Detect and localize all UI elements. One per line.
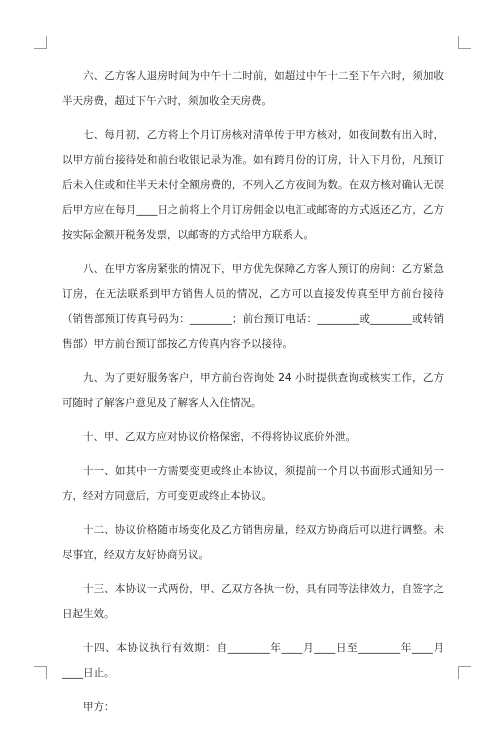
crop-mark-top-left bbox=[34, 36, 47, 49]
crop-mark-top-right bbox=[458, 36, 471, 49]
clause-9: 九、为了更好服务客户，甲方前台咨询处 24 小时提供查询或核实工作，乙方可随时了解客户意见及了解客人入住情况。 bbox=[62, 372, 444, 409]
document-body bbox=[62, 64, 444, 729]
clause-10: 十、甲、乙双方应对协议价格保密，不得将协议底价外泄。 bbox=[83, 431, 356, 443]
clause-11: 十一、如其中一方需要变更或终止本协议，须提前一个月以书面形式通知另一方，经对方同意后，方可变更或终止本协议。 bbox=[62, 465, 444, 502]
clause-7: 七、每月初，乙方将上个月订房核对清单传于甲方核对，如夜间数有出入时，以甲方前台接待处和前台收银记录为准。如有跨月份的订房，计入下月份，凡预订后未入住或和住半天未付全额房费的，不列入乙方夜间为数。在双方核对确认无误后甲方应在每月____日之前将上个月订房佣金以电汇或邮寄的方式返还乙方，乙方按实际金额开税务发票，以邮寄的方式给甲方联系人。 bbox=[62, 129, 444, 241]
crop-mark-bottom-left bbox=[34, 666, 47, 679]
clause-8: 八、在甲方客房紧张的情况下，甲方优先保障乙方客人预订的房间：乙方紧急订房，在无法联系到甲方销售人员的情况，乙方可以直接发传真至甲方前台接待（销售部预订传真号码为：________；前台预订电话：________或________或转销售部）甲方前台预订部按乙方传真内容予以接待。 bbox=[62, 263, 444, 350]
crop-mark-bottom-right bbox=[458, 666, 471, 679]
clause-12: 十二、协议价格随市场变化及乙方销售房量，经双方协商后可以进行调整。未尽事宜，经双方友好协商另议。 bbox=[62, 524, 444, 561]
party-a-signature-label: 甲方： bbox=[83, 701, 115, 713]
clause-6: 六、乙方客人退房时间为中午十二时前，如超过中午十二至下午六时，须加收半天房费，超过下午六时，须加收全天房费。 bbox=[62, 70, 444, 107]
clause-14: 十四、本协议执行有效期：自________年____月____日至________年____月____日止。 bbox=[62, 642, 444, 679]
clause-13: 十三、本协议一式两份，甲、乙双方各执一份，具有同等法律效力，自签字之日起生效。 bbox=[62, 583, 444, 620]
